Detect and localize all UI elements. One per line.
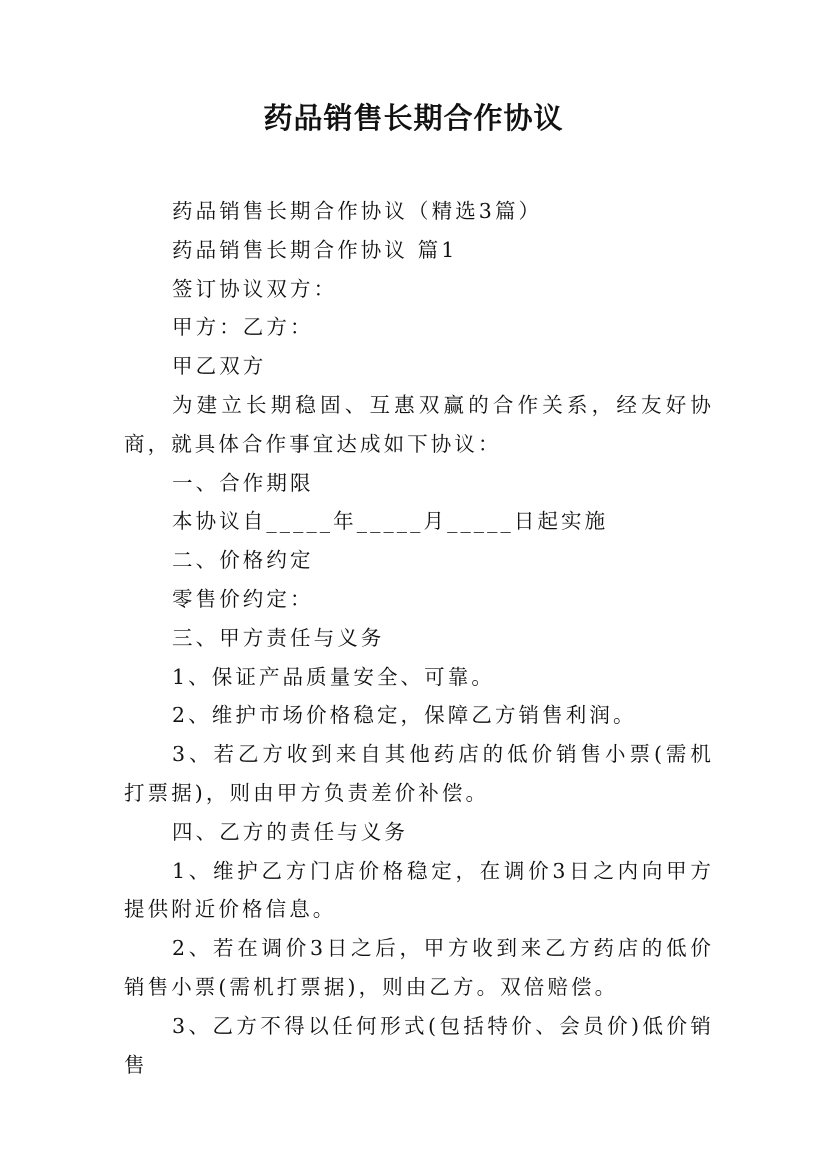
document-body [124, 192, 714, 1084]
paragraph-retail-price: 零售价约定： [172, 586, 314, 611]
clause-item: 2、维护市场价格稳定，保障乙方销售利润。 [172, 703, 637, 728]
paragraph-effective-date: 本协议自_____年_____月_____日起实施 [172, 509, 609, 534]
section-heading-party-b-duties: 四、乙方的责任与义务 [172, 819, 408, 844]
section-heading-price: 二、价格约定 [172, 548, 314, 573]
paragraph-signing-parties: 签订协议双方： [172, 276, 338, 301]
section-heading-party-a-duties: 三、甲方责任与义务 [172, 625, 385, 650]
paragraph-preamble: 为建立长期稳固、互惠双赢的合作关系，经友好协商，就具体合作事宜达成如下协议： [124, 392, 714, 456]
clause-item: 2、若在调价3日之后，甲方收到来乙方药店的低价销售小票(需机打票据)，则由乙方。双倍赔偿。 [124, 936, 714, 999]
paragraph-party-a-b: 甲方：乙方： [172, 315, 314, 340]
paragraph-part-heading: 药品销售长期合作协议 篇1 [172, 237, 458, 262]
section-heading-term: 一、合作期限 [172, 470, 314, 495]
clause-item: 3、若乙方收到来自其他药店的低价销售小票(需机打票据)，则由甲方负责差价补偿。 [124, 742, 714, 805]
clause-item: 3、乙方不得以任何形式(包括特价、会员价)低价销售 [124, 1013, 714, 1077]
paragraph-both-parties: 甲乙双方 [172, 354, 267, 379]
clause-item: 1、维护乙方门店价格稳定，在调价3日之内向甲方提供附近价格信息。 [124, 858, 714, 922]
document-title: 药品销售长期合作协议 [263, 101, 564, 135]
clause-item: 1、保证产品质量安全、可靠。 [172, 664, 495, 689]
paragraph-collection-title: 药品销售长期合作协议（精选3篇） [172, 199, 543, 223]
